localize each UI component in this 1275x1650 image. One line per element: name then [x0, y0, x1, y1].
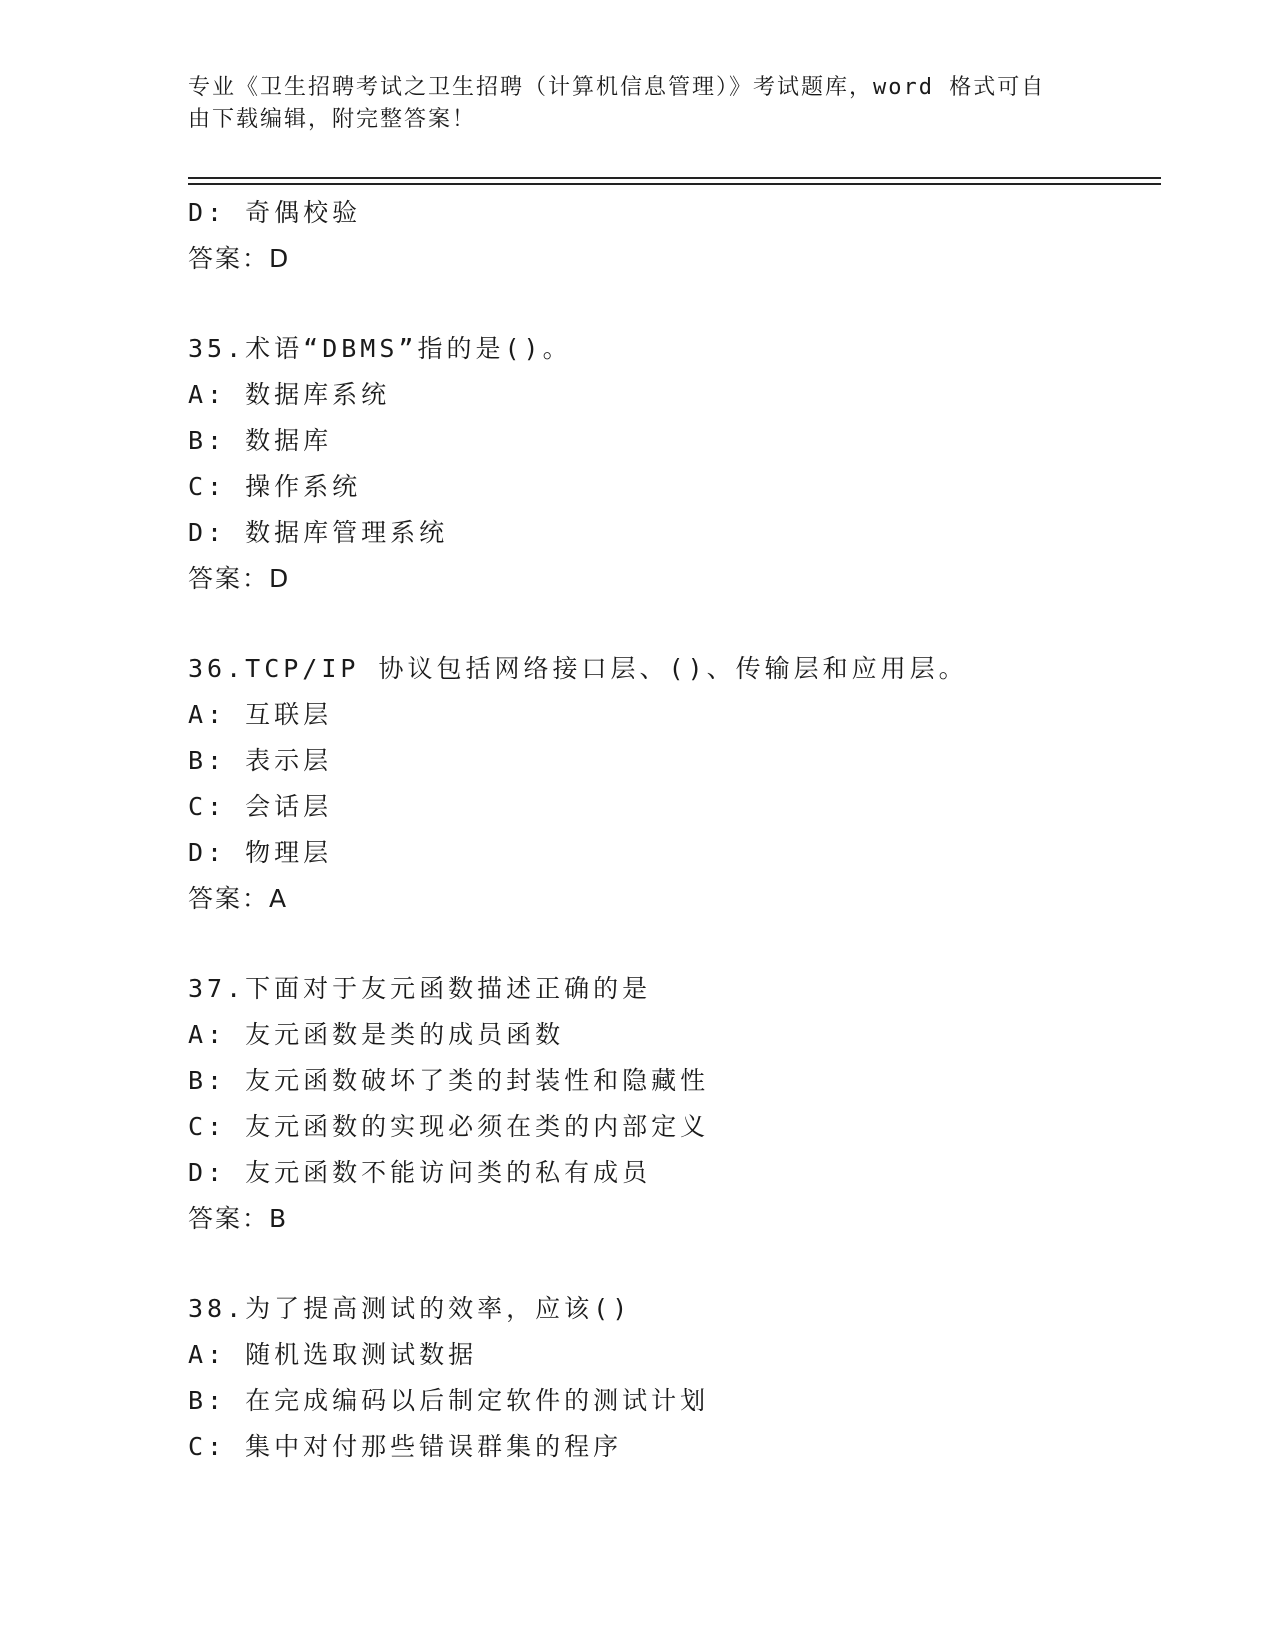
option-c: C: 操作系统: [188, 472, 362, 501]
option-c: C: 集中对付那些错误群集的程序: [188, 1432, 623, 1461]
spacer: [188, 282, 1168, 326]
option-c: C: 友元函数的实现必须在类的内部定义: [188, 1112, 710, 1141]
option-b: B: 数据库: [188, 426, 333, 455]
header-divider-top: [188, 177, 1161, 179]
option-d: D: 友元函数不能访问类的私有成员: [188, 1158, 652, 1187]
question-stem: 36.TCP/IP 协议包括网络接口层、()、传输层和应用层。: [188, 654, 968, 683]
option-a: A: 互联层: [188, 700, 333, 729]
question-stem: 38.为了提高测试的效率，应该(): [188, 1294, 632, 1323]
previous-question-tail: [188, 190, 1168, 282]
option-a: A: 数据库系统: [188, 380, 391, 409]
header-divider-bottom: [188, 183, 1161, 185]
question-38: [188, 1286, 1168, 1470]
option-a: A: 友元函数是类的成员函数: [188, 1020, 565, 1049]
question-stem: 37.下面对于友元函数描述正确的是: [188, 974, 652, 1003]
header-line-2: 由下载编辑，附完整答案！: [188, 107, 477, 132]
option-b: B: 在完成编码以后制定软件的测试计划: [188, 1386, 710, 1415]
answer-line: 答案：D: [188, 244, 291, 273]
option-d: D: 奇偶校验: [188, 198, 362, 227]
question-36: [188, 646, 1168, 922]
option-d: D: 数据库管理系统: [188, 518, 449, 547]
option-b: B: 表示层: [188, 746, 333, 775]
question-37: [188, 966, 1168, 1242]
question-list: [188, 190, 1168, 1470]
document-header: [188, 72, 1088, 136]
answer-line: 答案：B: [188, 1204, 289, 1233]
spacer: [188, 602, 1168, 646]
spacer: [188, 1242, 1168, 1286]
option-d: D: 物理层: [188, 838, 333, 867]
answer-line: 答案：A: [188, 884, 289, 913]
question-stem: 35.术语“DBMS”指的是()。: [188, 334, 572, 363]
option-b: B: 友元函数破坏了类的封装性和隐藏性: [188, 1066, 710, 1095]
spacer: [188, 922, 1168, 966]
header-line-1: 专业《卫生招聘考试之卫生招聘（计算机信息管理）》考试题库，word 格式可自: [188, 75, 1046, 100]
answer-line: 答案：D: [188, 564, 291, 593]
question-35: [188, 326, 1168, 602]
option-a: A: 随机选取测试数据: [188, 1340, 478, 1369]
option-c: C: 会话层: [188, 792, 333, 821]
